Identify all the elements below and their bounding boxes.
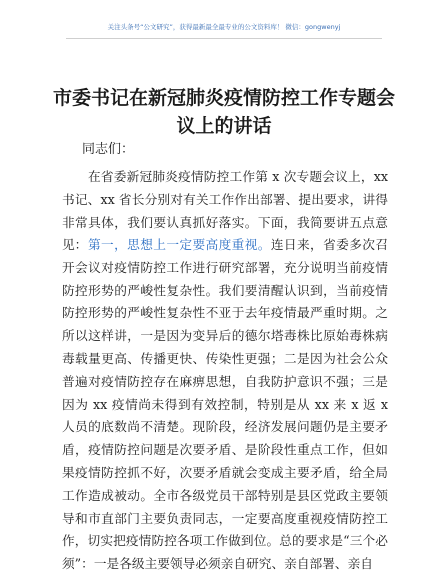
paragraph-intro: 在省委新冠肺炎疫情防控工作第 x 次专题会议上，xx 书记、xx 省长分别对有关工作作出部署、提出要求，讲得非常具体，我们要认真抓好落实。下面，我简要讲五点意见： — [62, 169, 388, 253]
document-greeting: 同志们： — [82, 142, 135, 157]
paragraph-section-one — [62, 234, 388, 576]
section-body: 连日来，省委多次召开会议对疫情防控工作进行研究部署，充分说明当前疫情防控形势的严峻性复杂性。我们要清醒认识到，当前疫情防控形势的严峻性复杂性不亚于去年疫情最严重时期。之所以这样讲，一是因为变异后的德尔塔毒株比原始毒株病毒载量更高、传播更快、传染性更强；二是因为社会公众普遍对疫情防控存在麻痹思想，自我防护意识不强；三是因为 xx 疫情尚未得到有效控制，特别是从 xx 来 x 返 x 人员的底数尚不清楚。现阶段，经济发展问题仍是主要矛盾，疫情防控问题是次要矛盾、是阶段性重点工作，但如果疫情防控抓不好，次要矛盾就会变成主要矛盾，给全局工作造成被动。全市各级党员干部特别是县区党政主要领导和市直部门主要负责同志，一定要高度重视疫情防控工作，切实把疫情防控各项工作做到位。总的要求是“三个必须”：一是各级主要领导必须亲自研究、亲自部署、亲自 — [62, 237, 389, 572]
section-heading: 第一，思想上一定要高度重视。 — [88, 237, 271, 252]
document-title: 市委书记在新冠肺炎疫情防控工作专题会议上的讲话 — [52, 87, 395, 137]
header-divider — [66, 38, 382, 39]
header-banner: 关注头条号“公文研究”，获得最新最全最专业的公文资料库！ 微信：gongwenyj — [107, 23, 341, 31]
